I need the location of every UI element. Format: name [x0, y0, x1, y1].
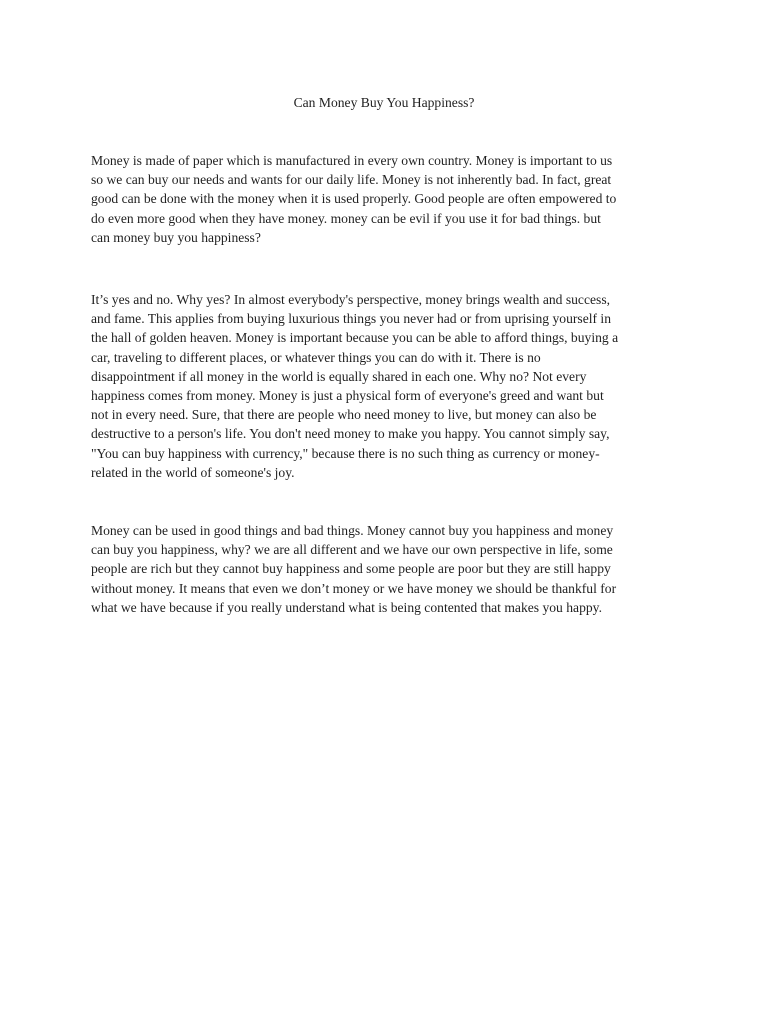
paragraph-line: the hall of golden heaven. Money is important because you can be able to afford things, buying a	[91, 330, 619, 346]
paragraph-line: so we can buy our needs and wants for our daily life. Money is not inherently bad. In fact, great	[91, 172, 612, 188]
paragraph-3	[91, 521, 681, 617]
document-title: Can Money Buy You Happiness?	[293, 95, 475, 110]
paragraph-line: Money can be used in good things and bad things. Money cannot buy you happiness and money	[91, 523, 614, 538]
paragraph-line: "You can buy happiness with currency," because there is no such thing as currency or money-	[91, 445, 600, 461]
paragraph-line: disappointment if all money in the world is equally shared in each one. Why no? Not every	[91, 368, 587, 384]
paragraph-line: happiness comes from money. Money is just a physical form of everyone's greed and want but	[91, 388, 604, 404]
paragraph-line: do even more good when they have money. money can be evil if you use it for bad things. but	[91, 210, 601, 226]
paragraph-line: good can be done with the money when it is used properly. Good people are often empowered to	[91, 191, 617, 207]
paragraph-line: what we have because if you really understand what is being contented that makes you happy.	[91, 599, 602, 615]
paragraph-line: people are rich but they cannot buy happiness and some people are poor but they are still happy	[91, 561, 611, 577]
paragraph-line: It’s yes and no. Why yes? In almost everybody's perspective, money brings wealth and success,	[91, 292, 611, 307]
paragraph-line: related in the world of someone's joy.	[91, 464, 295, 480]
paragraph-line: not in every need. Sure, that there are people who need money to live, but money can also be	[91, 407, 597, 423]
paragraph-line: can money buy you happiness?	[91, 229, 261, 245]
paragraph-line: without money. It means that even we don’t money or we have money we should be thankful for	[91, 580, 617, 596]
paragraph-line: and fame. This applies from buying luxurious things you never had or from uprising yourself in	[91, 311, 612, 327]
paragraph-2	[91, 290, 681, 482]
paragraph-line: can buy you happiness, why? we are all different and we have our own perspective in life, some	[91, 542, 613, 558]
paragraph-1	[91, 151, 681, 247]
paragraph-line: car, traveling to different places, or whatever things you can do with it. There is no	[91, 349, 541, 365]
paragraph-line: destructive to a person's life. You don't need money to make you happy. You cannot simply say,	[91, 426, 610, 442]
paragraph-line: Money is made of paper which is manufactured in every own country. Money is important to us	[91, 153, 613, 168]
